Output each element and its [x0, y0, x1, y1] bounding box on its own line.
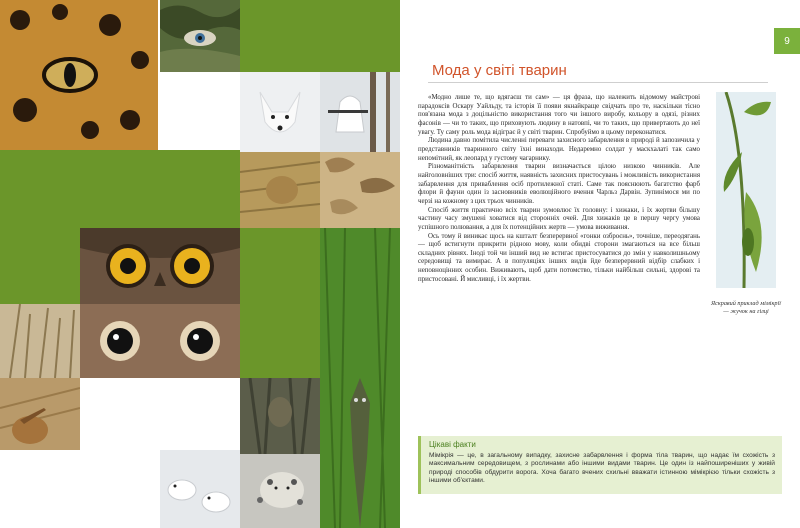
arctic-fox-photo — [240, 72, 320, 152]
lion-in-grass-photo — [240, 152, 320, 228]
paragraph: Людина давно помітила численні переваги захисного забарвлення в природі й запозичила у представників тваринного світу їхні винаходи. Недаремно солдат у маскхалаті так само непомітний, як леопард у густому чагарнику. — [418, 137, 700, 162]
ptarmigans-in-snow-photo — [160, 450, 240, 528]
owl-eyes-photo — [80, 228, 240, 304]
desert-camouflage-pattern — [320, 152, 400, 228]
title-divider — [428, 82, 768, 83]
page-title: Мода у світі тварин — [432, 62, 567, 79]
ghillie-soldier-photo — [240, 378, 320, 454]
bittern-bird-photo — [0, 378, 80, 450]
crocodile-in-grass-photo — [320, 228, 400, 528]
snow-sniper-photo — [320, 72, 400, 152]
photo-caption: Яскравий приклад мімікрії — жучок на гілці — [711, 300, 781, 315]
page-number: 9 — [774, 28, 800, 54]
fact-box-title: Цікаві факти — [429, 440, 476, 449]
paragraph: Різноманітність забарвлення тварин визначається цілою низкою чинників. Але найголовніших три: спосіб життя, наявність захисних пристосувань і можливість використання забарвлення для приваблення осіб протилежної статі. Саме так пояснюють багатство фарб флори й фауни один із засновників еволюційного вчення Чарльз Дарвін. Зупинімося ми по черзі на кожному з цих трьох чинників. — [418, 163, 700, 205]
paragraph: «Модно лише те, що вдягаєш ти сам» — ця фраза, що належить відомому майстрові парадоксів Оскару Уайльду, та історія її появи якнайкраще свідчать про те, наскільки тісно пов'язана мода з доцільністю використання того чи іншого виробу, кольору в одязі, різних фасонів — чи то таких, що приховують людину в натовпі, чи то таких, що привертають до неї увагу. Ту саму роль мода відіграє й у світі тварин. Спробуймо в цьому переконатися. — [418, 94, 700, 136]
leopard-eye-photo — [0, 0, 158, 150]
camouflage-face-photo — [160, 0, 240, 72]
text-page — [400, 0, 800, 528]
interesting-facts-box — [418, 436, 782, 494]
mimicry-beetle-photo — [716, 92, 776, 288]
paragraph: Спосіб життя практично всіх тварин зумовлює їх головну: і хижаки, і їх жертви більшу частину часу змушені ховатися від сторонніх очей. Для хижаків це в першу чергу умова успішного полювання, а для їх потенційних жертв — умова виживання. — [418, 206, 700, 231]
dry-reeds-photo — [0, 304, 80, 378]
snow-leopard-photo — [240, 454, 320, 528]
moth-eyespots-photo — [80, 304, 240, 378]
article-body — [418, 94, 700, 284]
paragraph: Ось тому й виникає щось на кшталт безперервної «гонки озброєнь», точніше, переодягань — щоб встигнути прикрити рідною мову, коли обидві сторони змагаються на все більш складних рівнях. Іноді той чи інший вид не встигає пристосуватися до змін у навколишньому середовищі та вимирає. А в популяціях інших видів йде безперервний відбір слабких і неповноцінних особин. Виживають, щоб дати потомство, тільки найбільш сильні, здорові та пристосовані. Й мисливці, і їх жертви. — [418, 232, 700, 283]
fact-box-text: Мімікрія — це, в загальному випадку, захисне забарвлення і форма тіла тварин, що надає їм схожість з максимальним середовищем, з рослинами або іншими видами тварин. Це один із найпоширеніших у живій природі способів обдурити ворога. Хоча багато вчених схильні вважати істинною мімікрією тільки схожість з іншими об'єктами. — [429, 452, 775, 485]
